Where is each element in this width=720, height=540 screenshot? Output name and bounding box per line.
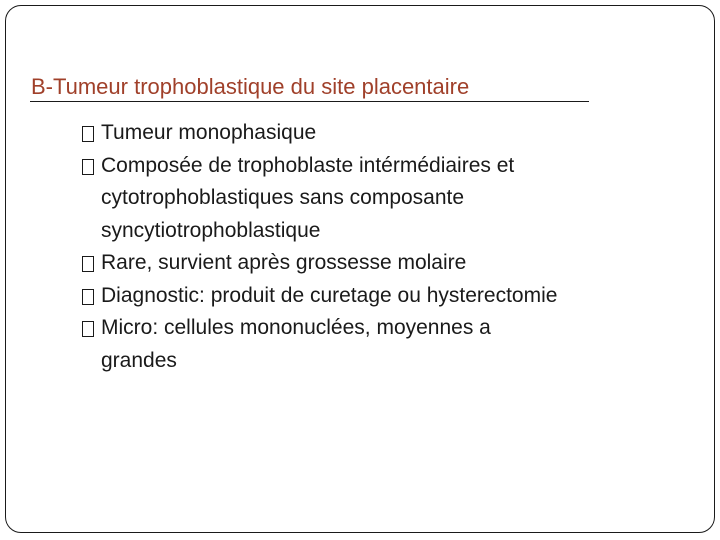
bullet-text: Rare, survient après grossesse molaire [101, 251, 467, 274]
bullet-text: Composée de trophoblaste intérmédiaires et [101, 153, 515, 177]
bullet-text: Diagnostic: produit de curetage ou hysterectomie [101, 283, 558, 307]
bullet-item [82, 117, 682, 150]
missing-glyph-box-icon [82, 321, 94, 337]
bullet-text: Tumeur monophasique [101, 121, 317, 144]
bullet-text-continuation: syncytiotrophoblastique [101, 218, 321, 242]
title-underline [30, 101, 589, 102]
bullet-text-continuation: cytotrophoblastiques sans composante [101, 186, 465, 209]
missing-glyph-box-icon [82, 256, 94, 272]
bullet-list [82, 117, 682, 377]
bullet-item [82, 247, 682, 280]
bullet-text: Micro: cellules mononuclées, moyennes a [101, 316, 491, 339]
missing-glyph-box-icon [82, 159, 94, 175]
missing-glyph-box-icon [82, 289, 94, 305]
bullet-item [82, 312, 682, 377]
bullet-text-continuation: grandes [101, 348, 177, 372]
bullet-item [82, 150, 682, 248]
slide-title: B-Tumeur trophoblastique du site placentaire [31, 74, 470, 99]
bullet-item [82, 280, 682, 313]
missing-glyph-box-icon [82, 126, 94, 142]
